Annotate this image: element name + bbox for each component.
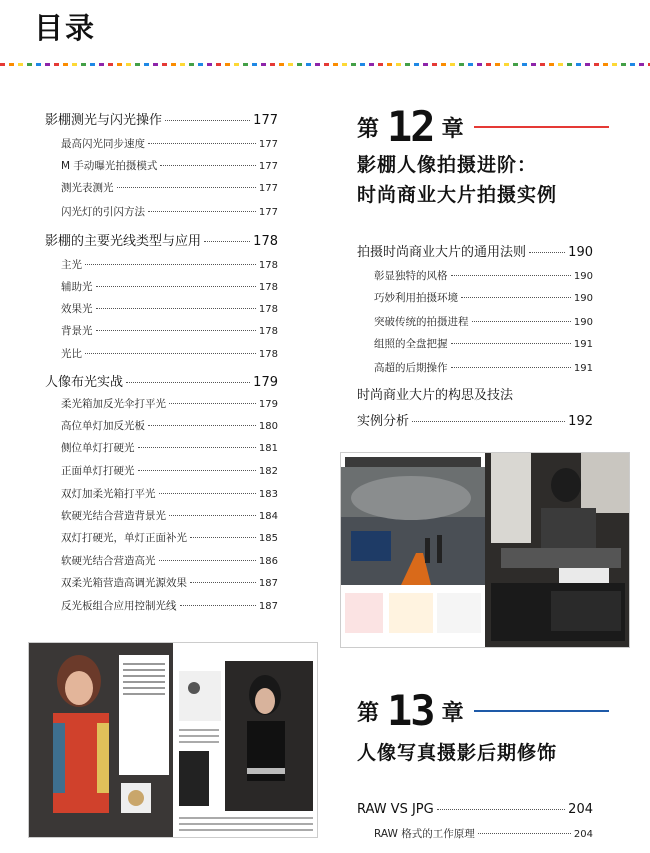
toc-subsection-entry[interactable] (61, 301, 278, 316)
toc-leader-dots (117, 187, 256, 188)
toc-section-entry[interactable] (45, 109, 278, 128)
toc-label: 人像布光实战 (45, 375, 124, 390)
chapter-number: 13 (387, 686, 434, 735)
toc-page-number: 187 (258, 578, 278, 589)
toc-leader-dots (529, 252, 565, 253)
toc-subsection-entry[interactable] (61, 204, 278, 219)
toc-leader-dots (85, 353, 256, 354)
toc-leader-dots (126, 382, 250, 383)
toc-page-number: 187 (258, 601, 278, 612)
toc-leader-dots (96, 286, 256, 287)
toc-label: 实例分析 (357, 414, 410, 429)
toc-leader-dots (148, 425, 256, 426)
toc-section-entry[interactable] (45, 230, 278, 249)
chapter-12-extra-line1: 时尚商业大片的构思及技法 (357, 388, 514, 403)
toc-section-entry[interactable] (45, 371, 278, 390)
toc-subsection-entry[interactable] (61, 279, 278, 294)
toc-label: 侧位单灯打硬光 (61, 442, 135, 454)
toc-page-number: 177 (253, 113, 278, 128)
toc-label: 高位单灯加反光板 (61, 420, 145, 432)
toc-page-number: 177 (258, 161, 278, 172)
chapter-zhang: 章 (441, 700, 464, 726)
toc-subsection-entry[interactable] (374, 290, 593, 305)
toc-label: 软硬光结合营造背景光 (61, 510, 166, 522)
toc-label: 突破传统的拍摄进程 (374, 316, 469, 328)
chapter-di: 第 (357, 700, 380, 726)
toc-leader-dots (159, 560, 256, 561)
toc-leader-dots (204, 241, 250, 242)
toc-page-number: 190 (573, 317, 593, 328)
toc-subsection-entry[interactable] (61, 418, 278, 433)
toc-leader-dots (451, 367, 571, 368)
toc-subsection-entry[interactable] (61, 530, 278, 545)
toc-leader-dots (138, 470, 256, 471)
toc-label: 拍摄时尚商业大片的通用法则 (357, 245, 527, 260)
toc-subsection-entry[interactable] (374, 268, 593, 283)
toc-label: 影棚测光与闪光操作 (45, 113, 163, 128)
toc-page-number: 181 (258, 443, 278, 454)
chapter-di: 第 (357, 116, 380, 142)
toc-leader-dots (180, 605, 256, 606)
toc-leader-dots (169, 515, 256, 516)
toc-section-entry[interactable] (357, 241, 593, 260)
toc-leader-dots (169, 403, 256, 404)
toc-subsection-entry[interactable] (374, 336, 593, 351)
toc-label: 效果光 (61, 303, 93, 315)
toc-leader-dots (96, 330, 256, 331)
toc-leader-dots (478, 833, 571, 834)
toc-section-entry[interactable] (357, 802, 593, 817)
toc-subsection-entry[interactable] (61, 575, 278, 590)
chapter-zhang: 章 (441, 116, 464, 142)
chapter-accent-rule (474, 126, 609, 128)
spread-illustration (341, 453, 630, 648)
toc-label: 影棚的主要光线类型与应用 (45, 234, 202, 249)
toc-entry[interactable] (357, 410, 593, 429)
toc-leader-dots (160, 165, 256, 166)
toc-leader-dots (96, 308, 256, 309)
chapter-accent-rule (474, 710, 609, 712)
toc-subsection-entry[interactable] (61, 440, 278, 455)
toc-label: 主光 (61, 259, 82, 271)
chapter-13-title: 人像写真摄影后期修饰 (357, 742, 558, 764)
toc-label: 双柔光箱营造高调光源效果 (61, 577, 187, 589)
toc-page-number: 190 (568, 245, 593, 260)
toc-page-number: 183 (258, 489, 278, 500)
toc-leader-dots (190, 537, 256, 538)
toc-subsection-entry[interactable] (374, 826, 593, 841)
toc-leader-dots (165, 120, 250, 121)
toc-label: 高超的后期操作 (374, 362, 448, 374)
toc-page-number: 177 (258, 139, 278, 150)
toc-page-number: 184 (258, 511, 278, 522)
toc-label: 双灯打硬光，单灯正面补光 (61, 532, 187, 544)
toc-page-number: 178 (258, 260, 278, 271)
toc-page-number: 178 (258, 304, 278, 315)
toc-label: 柔光箱加反光伞打平光 (61, 398, 166, 410)
toc-subsection-entry[interactable] (61, 136, 278, 151)
toc-label: 光比 (61, 348, 82, 360)
toc-label: M 手动曝光拍摄模式 (61, 160, 158, 172)
toc-subsection-entry[interactable] (61, 508, 278, 523)
toc-page-number: 177 (258, 183, 278, 194)
toc-page-number: 185 (258, 533, 278, 544)
toc-subsection-entry[interactable] (61, 158, 278, 173)
page-title: 目录 (34, 11, 97, 45)
toc-leader-dots (138, 447, 256, 448)
toc-leader-dots (437, 809, 565, 810)
toc-page-number: 180 (258, 421, 278, 432)
toc-label: RAW 格式的工作原理 (374, 828, 475, 840)
toc-label: 辅助光 (61, 281, 93, 293)
toc-subsection-entry[interactable] (61, 486, 278, 501)
toc-page-number: 192 (568, 414, 593, 429)
chapter-12-title-line2: 时尚商业大片拍摄实例 (357, 184, 558, 206)
toc-subsection-entry[interactable] (61, 396, 278, 411)
toc-page-number: 178 (258, 349, 278, 360)
toc-subsection-entry[interactable] (61, 323, 278, 338)
toc-subsection-entry[interactable] (61, 598, 278, 613)
toc-page-number: 191 (573, 363, 593, 374)
toc-page-number: 190 (573, 293, 593, 304)
toc-leader-dots (148, 143, 256, 144)
toc-page-number: 204 (568, 802, 593, 817)
toc-page-number: 179 (253, 375, 278, 390)
toc-subsection-entry[interactable] (61, 463, 278, 478)
chapter-13-heading (357, 686, 609, 735)
chapter-number: 12 (387, 102, 434, 151)
toc-label: 软硬光结合营造高光 (61, 555, 156, 567)
toc-leader-dots (412, 421, 565, 422)
toc-label: 闪光灯的引闪方法 (61, 206, 145, 218)
toc-page-number: 178 (253, 234, 278, 249)
toc-page-number: 190 (573, 271, 593, 282)
chapter-11-spread-image (28, 642, 318, 838)
toc-subsection-entry[interactable] (374, 314, 593, 329)
toc-leader-dots (85, 264, 256, 265)
toc-page-number: 191 (573, 339, 593, 350)
toc-label: 正面单灯打硬光 (61, 465, 135, 477)
toc-page-number: 178 (258, 282, 278, 293)
toc-leader-dots (461, 297, 571, 298)
toc-subsection-entry[interactable] (61, 257, 278, 272)
toc-leader-dots (451, 275, 571, 276)
toc-subsection-entry[interactable] (61, 553, 278, 568)
chapter-12-spread-image (340, 452, 630, 648)
portrait-spread-illustration (29, 643, 318, 838)
toc-leader-dots (190, 582, 256, 583)
chapter-12-title (357, 150, 557, 210)
toc-leader-dots (159, 493, 256, 494)
toc-subsection-entry[interactable] (61, 346, 278, 361)
toc-page-number: 178 (258, 326, 278, 337)
chapter-12-title-line1: 影棚人像拍摄进阶： (357, 154, 538, 176)
toc-page-number: 179 (258, 399, 278, 410)
toc-label: 最高闪光同步速度 (61, 138, 145, 150)
toc-page-number: 186 (258, 556, 278, 567)
toc-label: 双灯加柔光箱打平光 (61, 488, 156, 500)
toc-label: 反光板组合应用控制光线 (61, 600, 177, 612)
rainbow-divider (0, 63, 650, 66)
toc-leader-dots (451, 343, 571, 344)
toc-label: 测光表测光 (61, 182, 114, 194)
toc-leader-dots (472, 321, 571, 322)
chapter-12-heading (357, 102, 609, 151)
toc-label: 巧妙利用拍摄环境 (374, 292, 458, 304)
toc-page-number: 177 (258, 207, 278, 218)
toc-leader-dots (148, 211, 256, 212)
toc-label: RAW VS JPG (357, 802, 434, 817)
toc-page-number: 182 (258, 466, 278, 477)
toc-label: 组照的全盘把握 (374, 338, 448, 350)
toc-subsection-entry[interactable] (61, 180, 278, 195)
toc-subsection-entry[interactable] (374, 360, 593, 375)
toc-label: 彰显独特的风格 (374, 270, 448, 282)
toc-page-number: 204 (573, 829, 593, 840)
toc-label: 背景光 (61, 325, 93, 337)
